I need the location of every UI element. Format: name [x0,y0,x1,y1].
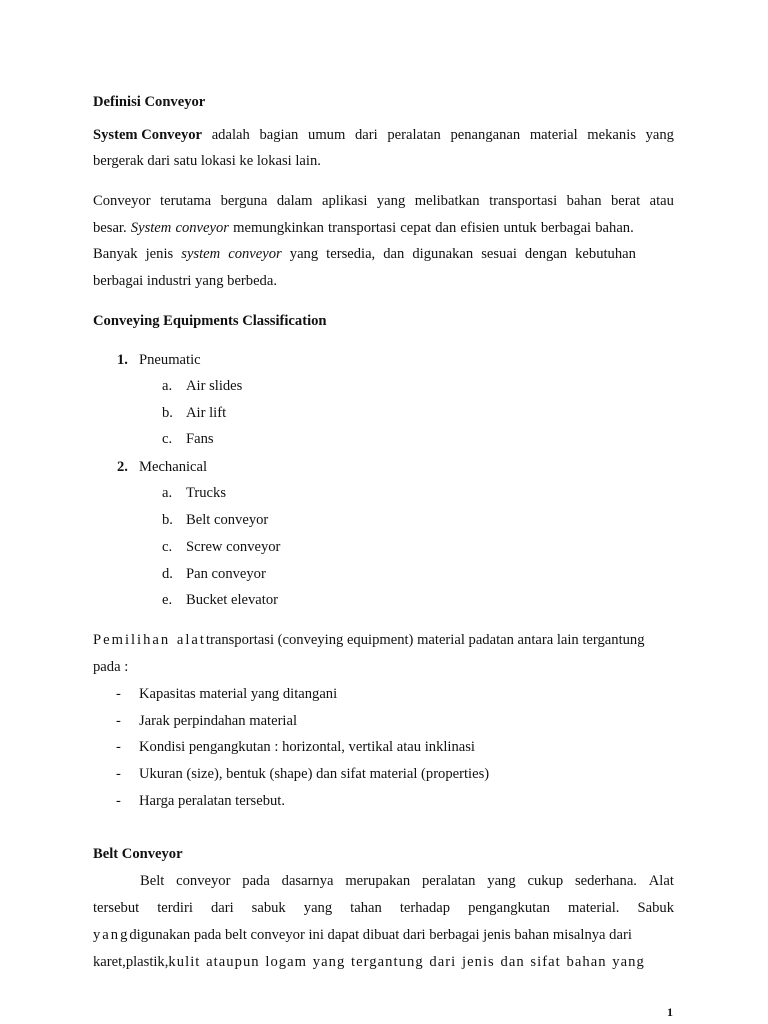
dash-bullet: - [116,713,121,729]
word: yang [487,873,516,889]
belt-line2 [93,900,674,917]
word: peralatan [387,127,441,143]
heading-belt-conveyor: Belt Conveyor [93,846,183,862]
sub-item: Air lift [186,405,227,421]
word: atau [649,193,674,209]
word: Sabuk [637,900,674,916]
word: yang [303,900,333,916]
word: Belt [140,873,165,889]
word: dari [210,900,234,916]
p3-line2: pada : [93,659,129,675]
spaced-text: alat [176,632,206,648]
sub-letter: e. [162,592,173,608]
sub-letter: b. [162,405,173,421]
italic-term: System conveyor [130,220,229,236]
sub-item: Air slides [186,378,243,394]
word: pada [242,873,270,889]
word: yang [645,127,674,143]
text: yang tersedia, dan digunakan sesuai dengan kebutuhan [289,246,636,262]
belt-line4 [93,954,645,971]
list-item-pneumatic: Pneumatic [139,352,201,368]
page-number: 1 [667,1005,673,1019]
heading-classification: Conveying Equipments Classification [93,313,327,329]
word: peralatan [421,873,476,889]
word: transportasi [489,193,558,209]
italic-term: system conveyor [181,246,282,262]
word: mekanis [587,127,636,143]
list-number-1: 1. [117,352,128,368]
text: besar. [93,220,127,236]
sub-item: Pan conveyor [186,566,266,582]
spaced-text: yang [93,927,130,943]
dash-bullet: - [116,686,121,702]
spaced-text: kulit ataupun logam yang tergantung dari jenis dan sifat bahan yang [168,954,645,970]
criteria-item: Harga peralatan tersebut. [139,793,286,809]
word: dalam [276,193,313,209]
word: pengangkutan [468,900,550,916]
word: merupakan [345,873,411,889]
spaced-text: Pemilihan [93,632,171,648]
sub-item: Bucket elevator [186,592,278,608]
p1-line1 [93,127,674,144]
word: dasarnya [281,873,334,889]
list-number-2: 2. [117,459,128,475]
word: terhadap [399,900,451,916]
sub-letter: c. [162,431,173,447]
criteria-item: Kondisi pengangkutan : horizontal, vertikal atau inklinasi [139,739,475,755]
sub-item: Fans [186,431,214,447]
word: terdiri [157,900,193,916]
criteria-item: Ukuran (size), bentuk (shape) dan sifat material (properties) [139,766,490,782]
word: terutama [160,193,212,209]
sub-letter: d. [162,566,173,582]
sub-item: Screw conveyor [186,539,281,555]
word: cukup [527,873,564,889]
p2-line1 [93,193,674,210]
word: umum [308,127,346,143]
sub-item: Belt conveyor [186,512,269,528]
word: penanganan [450,127,521,143]
word: bagian [259,127,299,143]
word: tersebut [93,900,140,916]
text: memungkinkan transportasi cepat dan efisien untuk berbagai bahan. [233,220,634,236]
word: Conveyor [93,193,151,209]
p2-line2 [93,220,674,237]
word: sederhana. [574,873,637,889]
word: tahan [350,900,382,916]
word: sabuk [251,900,286,916]
word: Alat [648,873,674,889]
text: transportasi (conveying equipment) material padatan antara lain tergantung [205,632,645,648]
word: berguna [220,193,268,209]
criteria-item: Jarak perpindahan material [139,713,298,729]
sub-item: Trucks [186,485,227,501]
word: material [529,127,578,143]
dash-bullet: - [116,766,121,782]
p3-line1 [93,632,645,649]
p2-line3 [93,246,674,263]
belt-line3 [93,927,632,944]
word: bahan [566,193,602,209]
p2-line4: berbagai industri yang berbeda. [93,273,277,289]
heading-definisi-conveyor: Definisi Conveyor [93,94,206,110]
term-system-conveyor: System Conveyor [93,127,203,143]
criteria-item: Kapasitas material yang ditangani [139,686,338,702]
word: melibatkan [414,193,480,209]
sub-letter: a. [162,378,173,394]
sub-letter: a. [162,485,173,501]
p1-line2: bergerak dari satu lokasi ke lokasi lain. [93,153,321,169]
word: conveyor [176,873,231,889]
word: material. [568,900,620,916]
text: digunakan pada belt conveyor ini dapat dibuat dari berbagai jenis bahan misalnya dari [129,927,632,943]
list-item-mechanical: Mechanical [139,459,208,475]
dash-bullet: - [116,793,121,809]
text: Banyak jenis [93,246,174,262]
word: yang [376,193,406,209]
dash-bullet: - [116,739,121,755]
text: karet,plastik, [93,954,169,970]
word: dari [354,127,378,143]
sub-letter: b. [162,512,173,528]
word: aplikasi [321,193,368,209]
word: adalah [211,127,250,143]
belt-line1 [140,873,674,890]
sub-letter: c. [162,539,173,555]
word: berat [610,193,641,209]
